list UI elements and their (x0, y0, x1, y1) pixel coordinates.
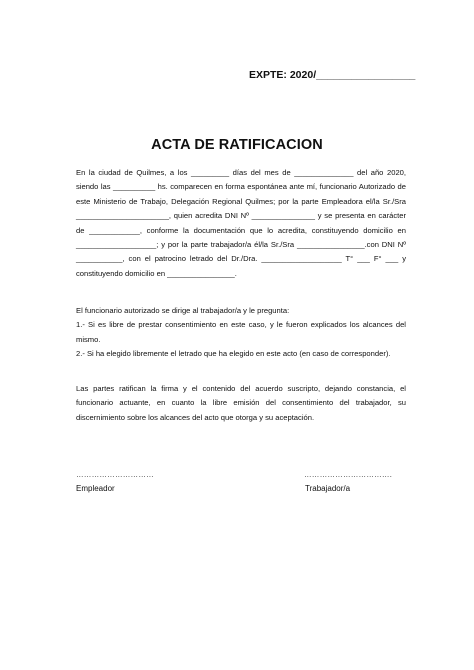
preguntas-intro: El funcionario autorizado se dirige al trabajador/a y le pregunta: (76, 306, 290, 315)
signature-line-trabajador: ……………………………. (304, 470, 393, 479)
document-title: ACTA DE RATIFICACION (151, 137, 323, 153)
signature-line-empleador: ………………………… (76, 470, 154, 479)
paragraph-ratificacion-text: Las partes ratifican la firma y el contenido del acuerdo suscripto, dejando constancia, el funcionario actuante, en cuanto la libre emisión del consentimiento del trabajador, su discernimiento sobre los alcances del acto que otorga y su aceptación. (76, 384, 406, 422)
signature-label-trabajador: Trabajador/a (305, 484, 351, 493)
expediente-number: EXPTE: 2020/_________________ (249, 69, 416, 81)
paragraph-comparecencia (76, 166, 406, 281)
pregunta-2: 2.- Si ha elegido libremente el letrado que ha elegido en este acto (en caso de corresponder). (76, 349, 391, 359)
pregunta-1: 1.- Si es libre de prestar consentimiento en este caso, y le fueron explicados los alcances del mismo. (76, 320, 406, 344)
paragraph-preguntas (76, 304, 406, 362)
paragraph-ratificacion (76, 382, 406, 425)
paragraph-comparecencia-text: En la ciudad de Quilmes, a los _________ días del mes de ______________ del año 2020, siendo las __________ hs. comparecen en forma espontánea ante mí, funcionario Autorizado de este Ministerio de Trabajo, Delegación Regional Quilmes; por la parte Empleadora el/la Sr./Sra ______________________, quien acredita DNI Nº _______________ y se presenta en carácter de ____________, conforme la documentación que lo acredita, constituyendo domicilio en ___________________; y por la parte trabajador/a él/la Sr./Sra ________________.con DNI Nº ___________, con el patrocino letrado del Dr./Dra. ___________________ T° ___ F° ___ y constituyendo domicilio en ________________. (76, 168, 406, 278)
signature-label-empleador: Empleador (76, 484, 115, 493)
